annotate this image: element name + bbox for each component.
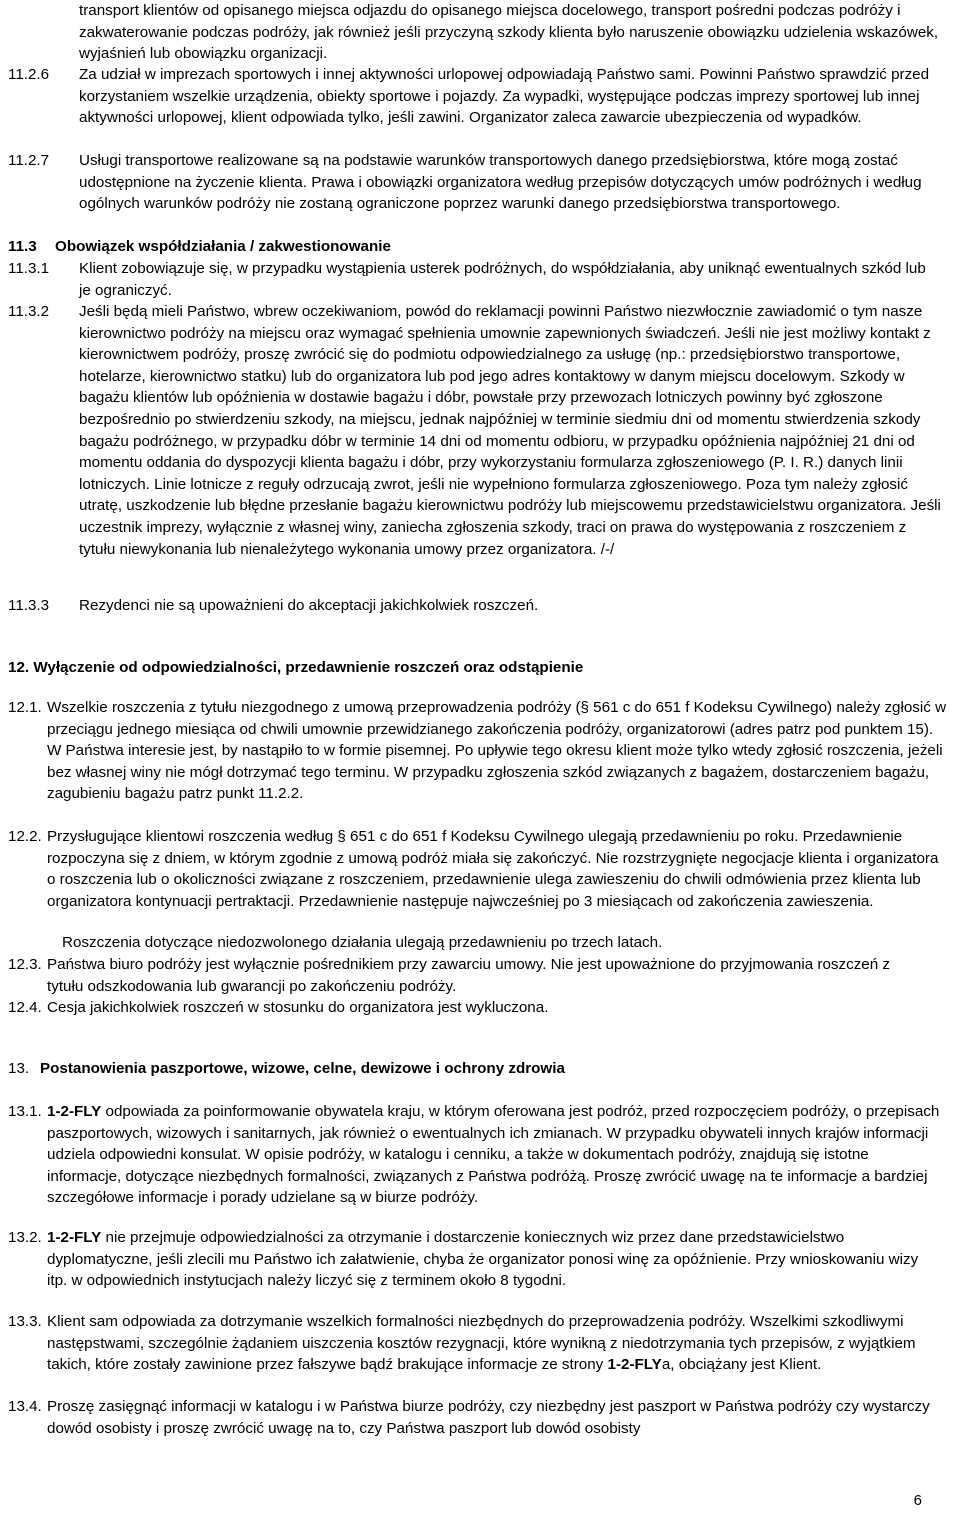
- section-number: 11.3: [8, 238, 37, 255]
- section-number: 13.1.: [8, 1103, 42, 1120]
- section-text: odpowiada za poinformowanie obywatela kraju, w którym oferowana jest podróż, przed rozpoczęciem podróży, o przepisach paszportowych, wizowych i sanitarnych, jak również o ewentualnych ich zmianach. W przypadku obywateli innych krajów informacji udziela odpowiedni konsulat. W opisie podróży, w katalogu i cenniku, a także w dokumentach podróży, znajdują się istotne informacje, dotyczące niezbędnych formalności, związanych z Państwa podróżą. Proszę zwrócić uwagę na te informacje a bardziej szczegółowe informacje i porady udzielane są w biurze podróży.: [47, 1103, 940, 1207]
- page-number: 6: [913, 1492, 922, 1509]
- section-number: 11.3.2: [8, 303, 50, 320]
- section-heading: Postanowienia paszportowe, wizowe, celne, dewizowe i ochrony zdrowia: [40, 1060, 565, 1077]
- section-number: 11.3.1: [8, 260, 50, 277]
- section-text: Proszę zasięgnąć informacji w katalogu i w Państwa biurze podróży, czy niezbędny jest paszport w Państwa podróży czy wystarczy dowód osobisty i proszę zwrócić uwagę na to, czy Państwa paszport lub dowód osobisty: [47, 1398, 930, 1437]
- section-number: 11.2.7: [8, 152, 50, 169]
- section-number: 12.4.: [8, 999, 42, 1016]
- section-text: Klient zobowiązuje się, w przypadku wystąpienia usterek podróżnych, do współdziałania, aby uniknąć ewentualnych szkód lub je ograniczyć.: [79, 260, 926, 299]
- section-text: Rezydenci nie są upoważnieni do akceptacji jakichkolwiek roszczeń.: [79, 597, 539, 614]
- heading-12: 12. Wyłączenie od odpowiedzialności, przedawnienie roszczeń oraz odstąpienie: [8, 659, 584, 676]
- section-number: 13.: [8, 1060, 30, 1077]
- section-text-end: a, obciążany jest Klient.: [661, 1356, 822, 1374]
- section-text: Cesja jakichkolwiek roszczeń w stosunku do organizatora jest wykluczona.: [47, 999, 549, 1016]
- section-number: 13.4.: [8, 1398, 42, 1415]
- section-number: 11.3.3: [8, 597, 50, 614]
- section-number: 13.3.: [8, 1313, 42, 1330]
- section-number: 12.2.: [8, 828, 42, 845]
- section-number: 12.1.: [8, 699, 42, 716]
- section-text: Państwa biuro podróży jest wyłącznie pośrednikiem przy zawarciu umowy. Nie jest upoważnione do przyjmowania roszczeń z tytułu odszkodowania lub gwarancji po zakończeniu podróży.: [47, 956, 890, 995]
- brand-name: 1-2-FLY: [47, 1229, 102, 1246]
- continuation-paragraph: transport klientów od opisanego miejsca odjazdu do opisanego miejsca docelowego, transport pośredni podczas podróży i zakwaterowanie podczas podróży, jak również jeśli przyczyną szkody klienta było naruszenie obowiązku udzielenia wskazówek, wyjaśnień lub obowiązku organizacji.: [79, 2, 939, 63]
- section-text: Jeśli będą mieli Państwo, wbrew oczekiwaniom, powód do reklamacji powinni Państwo niezwłocznie zawiadomić o tym nasze kierownictwo podróży na miejscu oraz wymagać spełnienia umownie zapewnionych świadczeń. Jeśli nie jest możliwy kontakt z kierownictwem podróży, proszę zwrócić się do podmiotu odpowiedzialnego za usługę (np.: przedsiębiorstwo transportowe, hotelarze, kierownictwo statku) lub do organizatora lub pod jego adres kontaktowy w danym miejscu docelowym. Szkody w bagażu klientów lub opóźnienia w dostawie bagażu i dóbr, powstałe przy przewozach lotniczych powinny być zgłoszone bezpośrednio po stwierdzeniu szkody, na miejscu, jednak najpóźniej w terminie siedmiu dni od momentu stwierdzenia szkody bagażu podróżnego, w przypadku dóbr w terminie 14 dni od momentu odbioru, w przypadku opóźnienia najpóźniej 21 dni od momentu oddania do dyspozycji klienta bagażu i dóbr, przy wykorzystaniu formularza zgłoszeniowego (P. I. R.) danych linii lotniczych. Linie lotnicze z reguły odrzucają zwrot, jeśli nie wypełniono formularza zgłoszeniowego. Poza tym należy zgłosić utratę, uszkodzenie lub błędne przesłanie bagażu kierownictwu podróży lub miejscowemu przedstawicielstwu organizatora. Jeśli uczestnik imprezy, wyłącznie z własnej winy, zaniecha zgłoszenia szkody, traci on prawa do występowania z roszczeniem z tytułu niewykonania lub nienależytego wykonania umowy przez organizatora. /-/: [79, 303, 941, 558]
- section-heading: Obowiązek współdziałania / zakwestionowanie: [55, 238, 391, 255]
- section-text: Przysługujące klientowi roszczenia według § 651 c do 651 f Kodeksu Cywilnego ulegają przedawnieniu po roku. Przedawnienie rozpoczyna się z dniem, w którym zgodnie z umową podróż miała się zakończyć. Nie rozstrzygnięte negocjacje klienta i organizatora o roszczenia lub o okoliczności związane z roszczeniem, przedawnienie ulega zawieszeniu do chwili odmówienia przez klienta lub organizatora kontynuacji pertraktacji. Przedawnienie następuje najwcześniej po 3 miesiącach od zakończenia zawieszenia.: [47, 828, 939, 910]
- brand-name: 1-2-FLY: [47, 1103, 102, 1120]
- section-text: nie przejmuje odpowiedzialności za otrzymanie i dostarczenie koniecznych wiz przez dane przedstawicielstwo dyplomatyczne, jeśli zlecili mu Państwo ich załatwienie, chyba że organizator ponosi winę za opóźnienie. Przy wnioskowaniu wizy itp. w odpowiednich instytucjach należy liczyć się z terminem około 8 tygodni.: [47, 1229, 919, 1290]
- section-number: 11.2.6: [8, 66, 50, 83]
- section-number: 12.3.: [8, 956, 42, 973]
- section-text-extra: Roszczenia dotyczące niedozwolonego działania ulegają przedawnieniu po trzech latach.: [62, 934, 663, 951]
- section-text: Usługi transportowe realizowane są na podstawie warunków transportowych danego przedsiębiorstwa, które mogą zostać udostępnione na życzenie klienta. Prawa i obowiązki organizatora według przepisów dotyczących umów podróżnych i według ogólnych warunków podróży nie zostaną ograniczone poprzez warunki danego przedsiębiorstwa transportowego.: [79, 152, 922, 213]
- brand-name: 1-2-FLY: [607, 1356, 662, 1374]
- section-text: Wszelkie roszczenia z tytułu niezgodnego z umową przeprowadzenia podróży (§ 561 c do 651 f Kodeksu Cywilnego) należy zgłosić w przeciągu jednego miesiąca od chwili umownie przewidzianego zakończenia podróży, organizatorowi (adres patrz pod punktem 15). W Państwa interesie jest, by nastąpiło to w formie pisemnej. Po upływie tego okresu klient może tylko wtedy zgłosić roszczenia, jeżeli bez własnej winy nie mógł dotrzymać tego terminu. W przypadku zgłoszenia szkód związanych z bagażem, dostarczeniem bagażu, zagubieniu bagażu patrz punkt 11.2.2.: [47, 699, 947, 803]
- section-text: Klient sam odpowiada za dotrzymanie wszelkich formalności niezbędnych do przeprowadzenia podróży. Wszelkimi szkodliwymi następstwami, szczególnie żądaniem uiszczenia kosztów rezygnacji, które wynikną z niedotrzymania tych przepisów, z wyjątkiem takich, które zostały zawinione przez fałszywe bądź brakujące informacje ze strony: [47, 1313, 916, 1374]
- section-number: 13.2.: [8, 1229, 42, 1246]
- section-text: Za udział w imprezach sportowych i innej aktywności urlopowej odpowiadają Państwo sami. Powinni Państwo sprawdzić przed korzystaniem wszelkie urządzenia, obiekty sportowe i pojazdy. Za wypadki, występujące podczas imprezy sportowej lub innej aktywności urlopowej, klient odpowiada tylko, jeśli zawini. Organizator zaleca zawarcie ubezpieczenia od wypadków.: [79, 66, 930, 127]
